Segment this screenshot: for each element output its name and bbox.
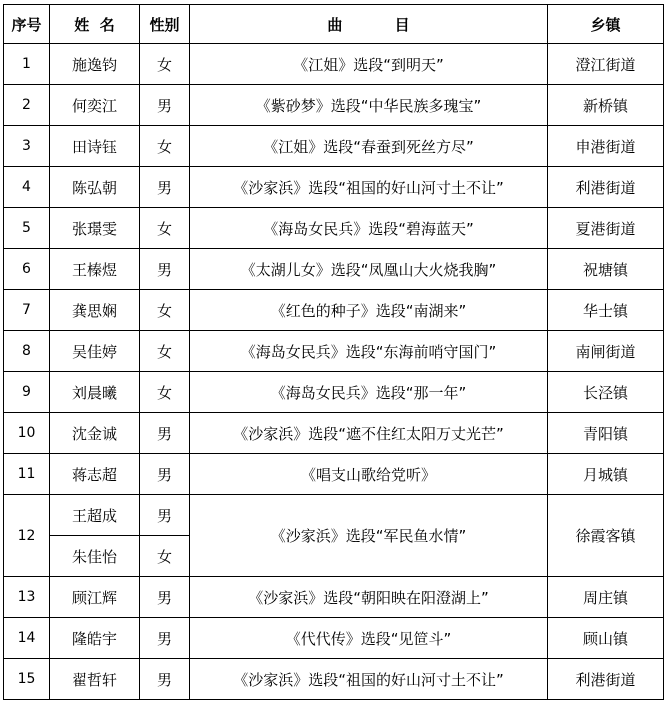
row-no: 5: [4, 208, 50, 249]
row-no: 3: [4, 126, 50, 167]
table-row: [4, 372, 664, 413]
row-song: 《海岛女民兵》选段“那一年”: [190, 372, 548, 413]
row-name: 龚思娴: [50, 290, 140, 331]
row-town: 利港街道: [548, 167, 664, 208]
header-row: [4, 5, 664, 44]
row-gender: 女: [140, 331, 190, 372]
header-name: 姓 名: [50, 5, 140, 44]
row-gender: 男: [140, 167, 190, 208]
row-name: 翟哲轩: [50, 659, 140, 700]
row-name: 陈弘朝: [50, 167, 140, 208]
table-row: [4, 495, 664, 536]
row-no: 4: [4, 167, 50, 208]
header-song: 曲 目: [190, 5, 548, 44]
row-song: 《海岛女民兵》选段“碧海蓝天”: [190, 208, 548, 249]
table-row: [4, 249, 664, 290]
row-name: 吴佳婷: [50, 331, 140, 372]
row-no: 12: [4, 495, 50, 577]
row-no: 1: [4, 44, 50, 85]
row-name: 王榛煜: [50, 249, 140, 290]
row-no: 11: [4, 454, 50, 495]
row-name: 何奕江: [50, 85, 140, 126]
row-town: 长泾镇: [548, 372, 664, 413]
table-row: [4, 208, 664, 249]
table-row: [4, 659, 664, 700]
row-name: 刘晨曦: [50, 372, 140, 413]
row-gender: 男: [140, 618, 190, 659]
row-song: 《太湖儿女》选段“凤凰山大火烧我胸”: [190, 249, 548, 290]
table-row: [4, 167, 664, 208]
row-song: 《唱支山歌给党听》: [190, 454, 548, 495]
row-gender-second: 女: [140, 536, 190, 577]
row-no: 9: [4, 372, 50, 413]
header-town: 乡镇: [548, 5, 664, 44]
row-town: 祝塘镇: [548, 249, 664, 290]
row-no: 13: [4, 577, 50, 618]
row-name-second: 朱佳怡: [50, 536, 140, 577]
row-song: 《江姐》选段“到明天”: [190, 44, 548, 85]
row-name: 田诗钰: [50, 126, 140, 167]
row-song: 《沙家浜》选段“祖国的好山河寸土不让”: [190, 167, 548, 208]
row-no: 2: [4, 85, 50, 126]
table-row: [4, 618, 664, 659]
table-row: [4, 85, 664, 126]
header-no: 序号: [4, 5, 50, 44]
row-town: 申港街道: [548, 126, 664, 167]
row-song: 《紫砂梦》选段“中华民族多瑰宝”: [190, 85, 548, 126]
row-name: 蒋志超: [50, 454, 140, 495]
row-name: 顾江辉: [50, 577, 140, 618]
row-no: 10: [4, 413, 50, 454]
table-row: [4, 44, 664, 85]
row-town: 澄江街道: [548, 44, 664, 85]
table-row: [4, 331, 664, 372]
row-town: 南闸街道: [548, 331, 664, 372]
program-table: [3, 4, 664, 700]
row-gender: 女: [140, 208, 190, 249]
row-no: 14: [4, 618, 50, 659]
row-song: 《沙家浜》选段“军民鱼水情”: [190, 495, 548, 577]
row-town: 青阳镇: [548, 413, 664, 454]
row-song: 《红色的种子》选段“南湖来”: [190, 290, 548, 331]
row-song: 《沙家浜》选段“祖国的好山河寸土不让”: [190, 659, 548, 700]
row-no: 7: [4, 290, 50, 331]
row-gender: 男: [140, 454, 190, 495]
row-town: 新桥镇: [548, 85, 664, 126]
row-gender: 男: [140, 249, 190, 290]
row-name: 隆皓宇: [50, 618, 140, 659]
row-gender: 男: [140, 85, 190, 126]
row-gender: 男: [140, 659, 190, 700]
row-name: 张璟雯: [50, 208, 140, 249]
row-song: 《沙家浜》选段“朝阳映在阳澄湖上”: [190, 577, 548, 618]
table-row: [4, 126, 664, 167]
row-town: 徐霞客镇: [548, 495, 664, 577]
row-gender: 女: [140, 44, 190, 85]
row-gender: 女: [140, 290, 190, 331]
row-song: 《代代传》选段“见笸斗”: [190, 618, 548, 659]
header-gender: 性别: [140, 5, 190, 44]
row-gender: 男: [140, 413, 190, 454]
row-no: 6: [4, 249, 50, 290]
row-town: 华士镇: [548, 290, 664, 331]
row-no: 15: [4, 659, 50, 700]
row-town: 月城镇: [548, 454, 664, 495]
row-gender: 男: [140, 577, 190, 618]
row-gender: 女: [140, 126, 190, 167]
table-row: [4, 413, 664, 454]
row-gender: 女: [140, 372, 190, 413]
table-row: [4, 454, 664, 495]
row-town: 顾山镇: [548, 618, 664, 659]
row-name: 沈金诚: [50, 413, 140, 454]
row-town: 利港街道: [548, 659, 664, 700]
row-name: 施逸钧: [50, 44, 140, 85]
program-table-container: [3, 4, 664, 700]
row-song: 《沙家浜》选段“遮不住红太阳万丈光芒”: [190, 413, 548, 454]
row-town: 周庄镇: [548, 577, 664, 618]
table-row: [4, 290, 664, 331]
table-row: [4, 577, 664, 618]
row-song: 《江姐》选段“春蚕到死丝方尽”: [190, 126, 548, 167]
row-gender: 男: [140, 495, 190, 536]
row-town: 夏港街道: [548, 208, 664, 249]
row-name: 王超成: [50, 495, 140, 536]
row-no: 8: [4, 331, 50, 372]
row-song: 《海岛女民兵》选段“东海前哨守国门”: [190, 331, 548, 372]
